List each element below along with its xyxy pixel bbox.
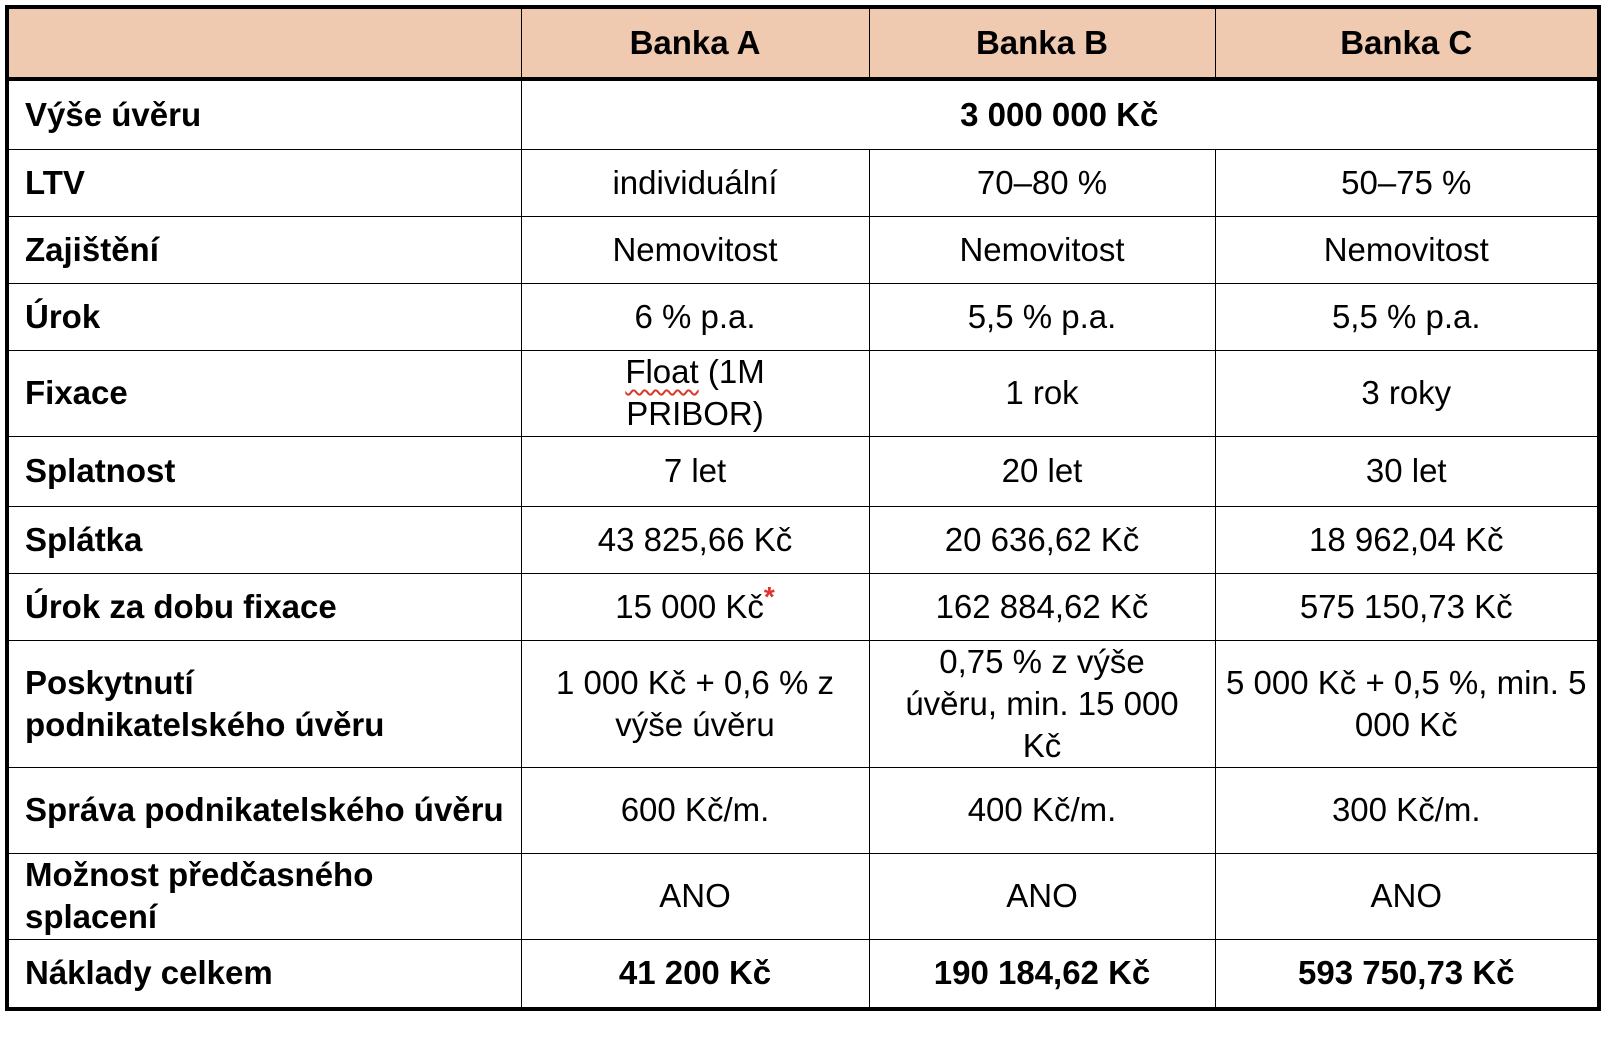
label-urok: Úrok	[7, 283, 521, 350]
ltv-banka-c: 50–75 %	[1215, 149, 1599, 216]
naklady-banka-a: 41 200 Kč	[521, 939, 869, 1009]
naklady-banka-b: 190 184,62 Kč	[869, 939, 1215, 1009]
sprava-banka-c: 300 Kč/m.	[1215, 767, 1599, 853]
moznost-banka-a: ANO	[521, 853, 869, 939]
label-moznost: Možnost předčasného splacení	[7, 853, 521, 939]
moznost-banka-b: ANO	[869, 853, 1215, 939]
fixace-banka-b: 1 rok	[869, 350, 1215, 436]
splatka-banka-c: 18 962,04 Kč	[1215, 506, 1599, 573]
bank-comparison-table	[5, 5, 1601, 1011]
header-corner	[7, 7, 521, 79]
urok-fixace-banka-c: 575 150,73 Kč	[1215, 573, 1599, 640]
urok-fixace-banka-b: 162 884,62 Kč	[869, 573, 1215, 640]
label-splatka: Splátka	[7, 506, 521, 573]
header-row	[7, 7, 1599, 79]
zajisteni-banka-b: Nemovitost	[869, 216, 1215, 283]
header-banka-b: Banka B	[869, 7, 1215, 79]
label-urok-za-dobu-fixace: Úrok za dobu fixace	[7, 573, 521, 640]
header-banka-c: Banka C	[1215, 7, 1599, 79]
splatnost-banka-a: 7 let	[521, 436, 869, 506]
row-zajisteni	[7, 216, 1599, 283]
asterisk-footnote-icon: *	[763, 580, 775, 612]
moznost-banka-c: ANO	[1215, 853, 1599, 939]
fixace-pribor-text: (1M PRIBOR)	[626, 353, 765, 432]
row-moznost	[7, 853, 1599, 939]
splatka-banka-a: 43 825,66 Kč	[521, 506, 869, 573]
row-naklady-celkem	[7, 939, 1599, 1009]
row-urok-za-dobu-fixace	[7, 573, 1599, 640]
header-banka-a: Banka A	[521, 7, 869, 79]
urok-banka-a: 6 % p.a.	[521, 283, 869, 350]
zajisteni-banka-c: Nemovitost	[1215, 216, 1599, 283]
urok-banka-b: 5,5 % p.a.	[869, 283, 1215, 350]
splatnost-banka-b: 20 let	[869, 436, 1215, 506]
row-fixace	[7, 350, 1599, 436]
zajisteni-banka-a: Nemovitost	[521, 216, 869, 283]
urok-fixace-a-value: 15 000 Kč	[615, 587, 764, 625]
label-vyse-uveru: Výše úvěru	[7, 79, 521, 149]
label-splatnost: Splatnost	[7, 436, 521, 506]
urok-banka-c: 5,5 % p.a.	[1215, 283, 1599, 350]
splatnost-banka-c: 30 let	[1215, 436, 1599, 506]
label-zajisteni: Zajištění	[7, 216, 521, 283]
poskytnuti-banka-a: 1 000 Kč + 0,6 % z výše úvěru	[521, 640, 869, 767]
fixace-banka-c: 3 roky	[1215, 350, 1599, 436]
ltv-banka-a: individuální	[521, 149, 869, 216]
value-vyse-uveru: 3 000 000 Kč	[521, 79, 1599, 149]
label-sprava: Správa podnikatelského úvěru	[7, 767, 521, 853]
sprava-banka-b: 400 Kč/m.	[869, 767, 1215, 853]
fixace-banka-a	[521, 350, 869, 436]
row-poskytnuti	[7, 640, 1599, 767]
row-splatnost	[7, 436, 1599, 506]
poskytnuti-banka-c: 5 000 Kč + 0,5 %, min. 5 000 Kč	[1215, 640, 1599, 767]
row-vyse-uveru	[7, 79, 1599, 149]
label-fixace: Fixace	[7, 350, 521, 436]
sprava-banka-a: 600 Kč/m.	[521, 767, 869, 853]
label-naklady-celkem: Náklady celkem	[7, 939, 521, 1009]
label-ltv: LTV	[7, 149, 521, 216]
ltv-banka-b: 70–80 %	[869, 149, 1215, 216]
splatka-banka-b: 20 636,62 Kč	[869, 506, 1215, 573]
row-urok	[7, 283, 1599, 350]
urok-fixace-banka-a	[521, 573, 869, 640]
label-poskytnuti: Poskytnutí podnikatelského úvěru	[7, 640, 521, 767]
poskytnuti-banka-b: 0,75 % z výše úvěru, min. 15 000 Kč	[869, 640, 1215, 767]
naklady-banka-c: 593 750,73 Kč	[1215, 939, 1599, 1009]
row-sprava	[7, 767, 1599, 853]
row-splatka	[7, 506, 1599, 573]
fixace-float-word: Float	[625, 353, 699, 390]
row-ltv	[7, 149, 1599, 216]
